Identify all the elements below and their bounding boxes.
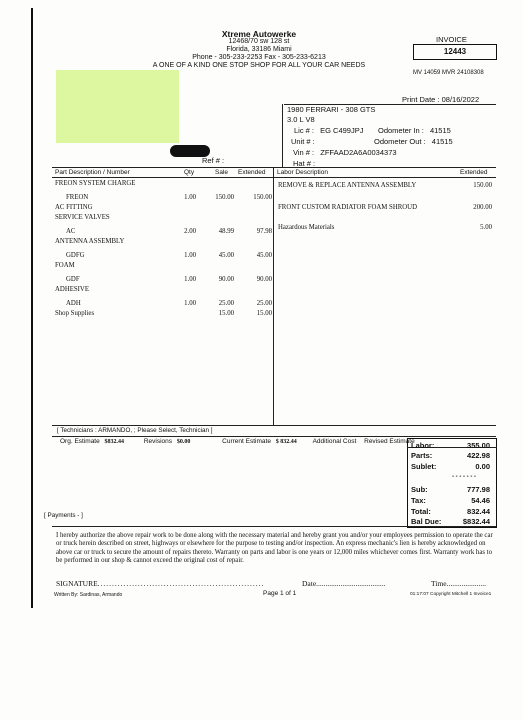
vehicle-hat: Hat # : (293, 159, 316, 168)
part-description: ADHESIVE (55, 286, 89, 293)
labor-description: FRONT CUSTOM RADIATOR FOAM SHROUD (278, 204, 417, 211)
part-extended: 45.00 (256, 252, 272, 259)
part-description: Shop Supplies (55, 310, 95, 317)
vehicle-model: 1980 FERRARI - 308 GTS (287, 105, 376, 114)
vehicle-engine: 3.0 L V8 (287, 115, 315, 124)
estimate-row: Org. Estimate $832.44 Revisions $0.00 Current Estimate $ 832.44 Additional Cost Revised Estimate (60, 438, 415, 445)
part-sale: 150.00 (215, 194, 234, 201)
estimate-top-rule (52, 436, 496, 437)
part-qty: 1.00 (184, 300, 196, 307)
part-extended: 90.00 (256, 276, 272, 283)
footer-written-by: Written By: Sardinas, Armando (54, 592, 123, 598)
totals-label-sub: Sub: (411, 485, 428, 494)
part-qty: 1.00 (184, 252, 196, 259)
shop-name: Xtreme Autowerke (221, 29, 297, 39)
shop-phone: Phone - 305-233-2253 Fax - 305-233-6213 (192, 54, 326, 61)
part-description: ANTENNA ASSEMBLY (55, 238, 125, 245)
shop-address1: 12468/70 sw 128 st (228, 38, 290, 45)
technicians-line: [ Technicians : ARMANDO, ; Please Select, Technician ] (57, 427, 213, 434)
part-qty: 2.00 (184, 228, 196, 235)
parts-header-qty: Qty (184, 169, 195, 176)
terms-top-rule (52, 526, 496, 527)
part-description: SERVICE VALVES (55, 214, 110, 221)
shop-header (150, 30, 368, 70)
labor-extended: 200.00 (473, 204, 492, 211)
print-date-label: Print Date : (402, 95, 440, 104)
part-sale: 90.00 (218, 276, 234, 283)
page-left-edge (31, 8, 33, 608)
part-qty: 1.00 (184, 194, 196, 201)
totals-value-labor: 355.00 (467, 441, 490, 450)
part-qty: 1.00 (184, 276, 196, 283)
vehicle-divider (282, 104, 283, 168)
totals-value-sub: 777.98 (467, 485, 490, 494)
parts-header-desc: Part Description / Number (55, 169, 130, 176)
totals-value-parts: 422.98 (467, 451, 490, 460)
labor-header-ext: Extended (460, 169, 488, 176)
shop-tagline: A ONE OF A KIND ONE STOP SHOP FOR ALL YOUR CAR NEEDS (152, 62, 366, 69)
labor-extended: 5.00 (480, 224, 492, 231)
redacted-customer-info (56, 70, 179, 143)
labor-description: Hazardous Materials (278, 224, 335, 231)
part-description: AC FITTING (55, 204, 93, 211)
part-extended: 25.00 (256, 300, 272, 307)
part-sale: 45.00 (218, 252, 234, 259)
totals-label-sublet: Sublet: (411, 462, 437, 471)
part-description: GDFG (66, 252, 85, 259)
totals-value-total: 832.44 (467, 507, 490, 516)
table-bottom-rule (52, 425, 496, 426)
invoice-number: 12443 (413, 44, 497, 60)
part-sale: 48.99 (218, 228, 234, 235)
part-extended: 150.00 (253, 194, 272, 201)
part-description: FREON SYSTEM CHARGE (55, 180, 136, 187)
vehicle-ref: Ref # : (202, 156, 225, 165)
footer-copyright: 01:17:07 Copyright Mitchell 1 Invoice1 (410, 592, 492, 597)
invoice-license: MV 14059 MVR 24108308 (413, 70, 484, 76)
footer-page: Page 1 of 1 (263, 590, 297, 597)
totals-label-labor: Labor: (411, 441, 435, 450)
shop-address2: Florida, 33186 Miami (226, 46, 292, 53)
totals-label-bal: Bal Due: (411, 517, 442, 526)
vehicle-unit: Unit # : (291, 137, 315, 146)
table-top-rule (52, 167, 496, 168)
print-date-value: 08/16/2022 (441, 95, 480, 104)
totals-label-tax: Tax: (411, 496, 426, 505)
totals-value-sublet: 0.00 (475, 462, 490, 471)
table-center-divider (273, 167, 274, 425)
part-extended: 97.98 (256, 228, 272, 235)
odometer-in: Odometer In : 41515 (378, 126, 451, 135)
payments-line: [ Payments - ] (44, 512, 83, 519)
part-description: ADH (66, 300, 81, 307)
odometer-out: Odometer Out : 41515 (374, 137, 453, 146)
print-date (402, 95, 479, 104)
part-description: AC (66, 228, 76, 235)
table-header-rule (52, 177, 496, 178)
part-description: FOAM (55, 262, 75, 269)
parts-header-sale: Sale (215, 169, 229, 176)
date-line: Date..................................... (302, 579, 386, 588)
parts-header-ext: Extended (238, 169, 266, 176)
totals-value-tax: 54.46 (471, 496, 490, 505)
invoice-label: INVOICE (436, 35, 467, 44)
part-sale: 15.00 (218, 310, 234, 317)
labor-description: REMOVE & REPLACE ANTENNA ASSEMBLY (278, 182, 417, 189)
totals-dashes: - - - - - - - (452, 474, 476, 480)
warranty-terms: I hereby authorize the above repair work to be done along with the necessary material and hereby grant you and/or your employees permission to operate the car or truck herein described on street, highways or elsewhere for the purpose to testing and/or inspection. An express mechanic's lien is hereby acknowledged on above car or truck to secure the amount of repairs thereto. Warranty on parts and labor is one years or 12,000 miles whichever comes first. Warranty work has to be performed in our shop & cannot exceed the original cost of repair. (56, 532, 493, 565)
time-line: Time..................... (431, 579, 486, 588)
totals-label-parts: Parts: (411, 451, 433, 460)
labor-header-desc: Labor Description (277, 169, 328, 176)
vehicle-lic: Lic # : EG C499JPJ (294, 126, 364, 135)
signature-line: SIGNATURE.......................................................... (56, 579, 265, 588)
vehicle-vin: Vin # : ZFFAAD2A6A0034373 (293, 148, 397, 157)
totals-label-total: Total: (411, 507, 431, 516)
part-extended: 15.00 (256, 310, 272, 317)
labor-extended: 150.00 (473, 182, 492, 189)
part-description: FREON (66, 194, 89, 201)
totals-value-bal: $832.44 (462, 517, 490, 526)
part-description: GDF (66, 276, 80, 283)
part-sale: 25.00 (218, 300, 234, 307)
